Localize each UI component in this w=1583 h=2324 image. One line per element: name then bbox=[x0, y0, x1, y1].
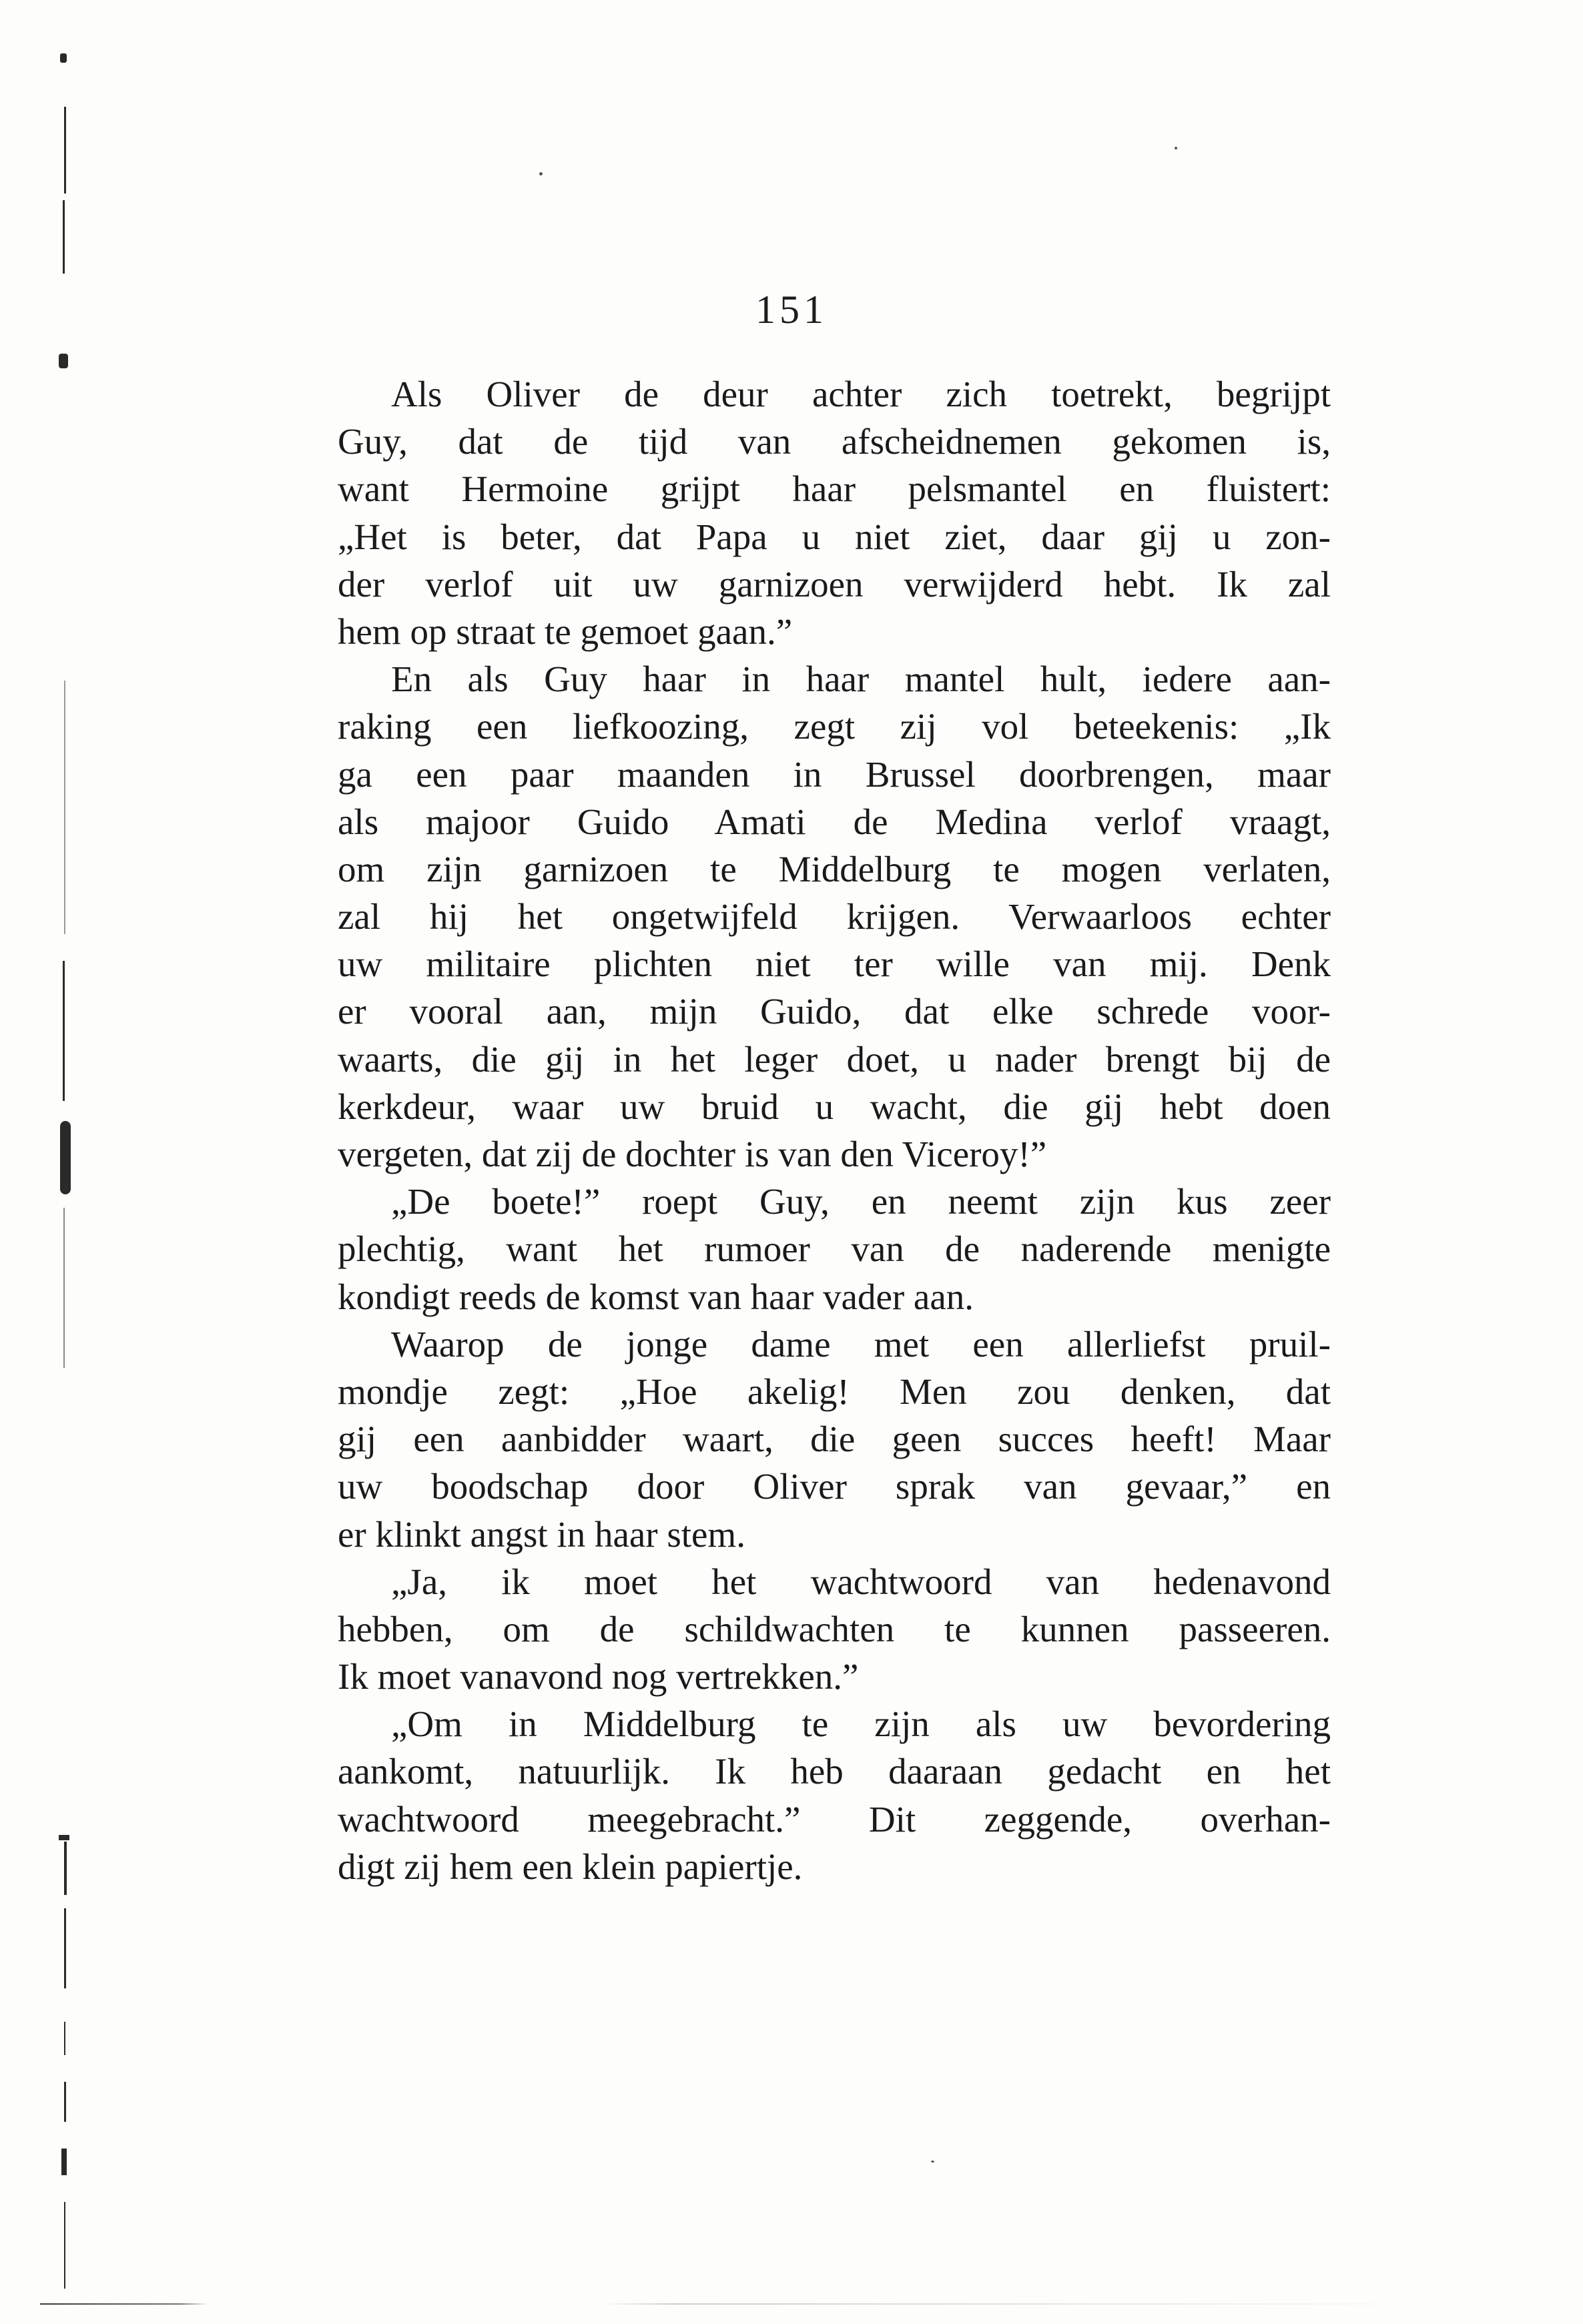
scan-mark bbox=[64, 2082, 66, 2122]
text-line: er klinkt angst in haar stem. bbox=[338, 1513, 745, 1555]
scan-mark bbox=[59, 1835, 69, 1840]
scan-mark bbox=[63, 1208, 65, 1368]
text-line: „Ja, ik moet het wachtwoord van hedenavond bbox=[391, 1561, 1331, 1602]
text-line: uw militaire plichten niet ter wille van mij. Denk bbox=[338, 943, 1331, 985]
body-text bbox=[338, 370, 1331, 1890]
text-line: Ik moet vanavond nog vertrekken.” bbox=[338, 1656, 859, 1697]
text-line: „Het is beter, dat Papa u niet ziet, daar gij u zon- bbox=[338, 516, 1331, 557]
text-line: „De boete!” roept Guy, en neemt zijn kus zeer bbox=[391, 1181, 1331, 1222]
text-line: kerkdeur, waar uw bruid u wacht, die gij hebt doen bbox=[338, 1086, 1331, 1127]
scan-mark bbox=[64, 2202, 65, 2289]
text-line: gij een aanbidder waart, die geen succes heeft! Maar bbox=[338, 1419, 1331, 1460]
text-line: vergeten, dat zij de dochter is van den Viceroy!” bbox=[338, 1134, 1047, 1174]
text-line: want Hermoine grijpt haar pelsmantel en fluistert: bbox=[338, 468, 1331, 510]
text-line: waarts, die gij in het leger doet, u nader brengt bij de bbox=[338, 1038, 1331, 1080]
scan-mark bbox=[63, 200, 65, 274]
text-line: hem op straat te gemoet gaan.” bbox=[338, 611, 793, 652]
text-line: om zijn garnizoen te Middelburg te mogen verlaten, bbox=[338, 848, 1331, 889]
text-line: aankomt, natuurlijk. Ik heb daaraan gedacht en het bbox=[338, 1751, 1331, 1792]
scan-mark bbox=[64, 107, 66, 193]
text-line: als majoor Guido Amati de Medina verlof vraagt, bbox=[338, 801, 1331, 842]
text-line: „Om in Middelburg te zijn als uw bevordering bbox=[391, 1703, 1331, 1745]
text-line: mondje zegt: „Hoe akelig! Men zou denken, dat bbox=[338, 1371, 1331, 1412]
text-line: Waarop de jonge dame met een allerliefst pruil- bbox=[391, 1323, 1331, 1365]
text-line: En als Guy haar in haar mantel hult, iedere aan- bbox=[391, 659, 1331, 700]
scan-mark bbox=[64, 1842, 67, 1895]
page-number: 151 bbox=[755, 288, 828, 332]
scan-mark bbox=[64, 2022, 65, 2055]
scan-mark bbox=[64, 681, 65, 934]
scan-speck bbox=[931, 2161, 934, 2163]
text-line: wachtwoord meegebracht.” Dit zeggende, overhan- bbox=[338, 1798, 1331, 1840]
text-line: der verlof uit uw garnizoen verwijderd hebt. Ik zal bbox=[338, 563, 1331, 605]
scan-mark bbox=[61, 2149, 67, 2175]
scan-speck bbox=[539, 172, 543, 175]
scan-mark bbox=[59, 354, 68, 368]
text-line: zal hij het ongetwijfeld krijgen. Verwaarloos echter bbox=[338, 896, 1331, 937]
text-line: kondigt reeds de komst van haar vader aan. bbox=[338, 1276, 974, 1317]
text-line: hebben, om de schildwachten te kunnen passeeren. bbox=[338, 1608, 1331, 1649]
scan-speck bbox=[1175, 147, 1177, 149]
scan-mark bbox=[60, 53, 67, 63]
scan-mark bbox=[64, 1908, 66, 1988]
text-line: Als Oliver de deur achter zich toetrekt, begrijpt bbox=[391, 374, 1331, 414]
text-line: plechtig, want het rumoer van de naderende menigte bbox=[338, 1228, 1331, 1270]
text-line: Guy, dat de tijd van afscheidnemen gekomen is, bbox=[338, 421, 1331, 462]
text-line: uw boodschap door Oliver sprak van gevaar,” en bbox=[338, 1466, 1331, 1507]
text-line: raking een liefkoozing, zegt zij vol beteekenis: „Ik bbox=[338, 706, 1331, 747]
scan-mark bbox=[63, 961, 65, 1101]
scan-bottom-edge bbox=[40, 2303, 1442, 2305]
binding-edge-marks bbox=[56, 40, 76, 2309]
scan-mark bbox=[60, 1121, 71, 1194]
text-line: ga een paar maanden in Brussel doorbrengen, maar bbox=[338, 753, 1331, 795]
text-line: er vooral aan, mijn Guido, dat elke schrede voor- bbox=[338, 991, 1331, 1032]
text-line: digt zij hem een klein papiertje. bbox=[338, 1846, 803, 1887]
